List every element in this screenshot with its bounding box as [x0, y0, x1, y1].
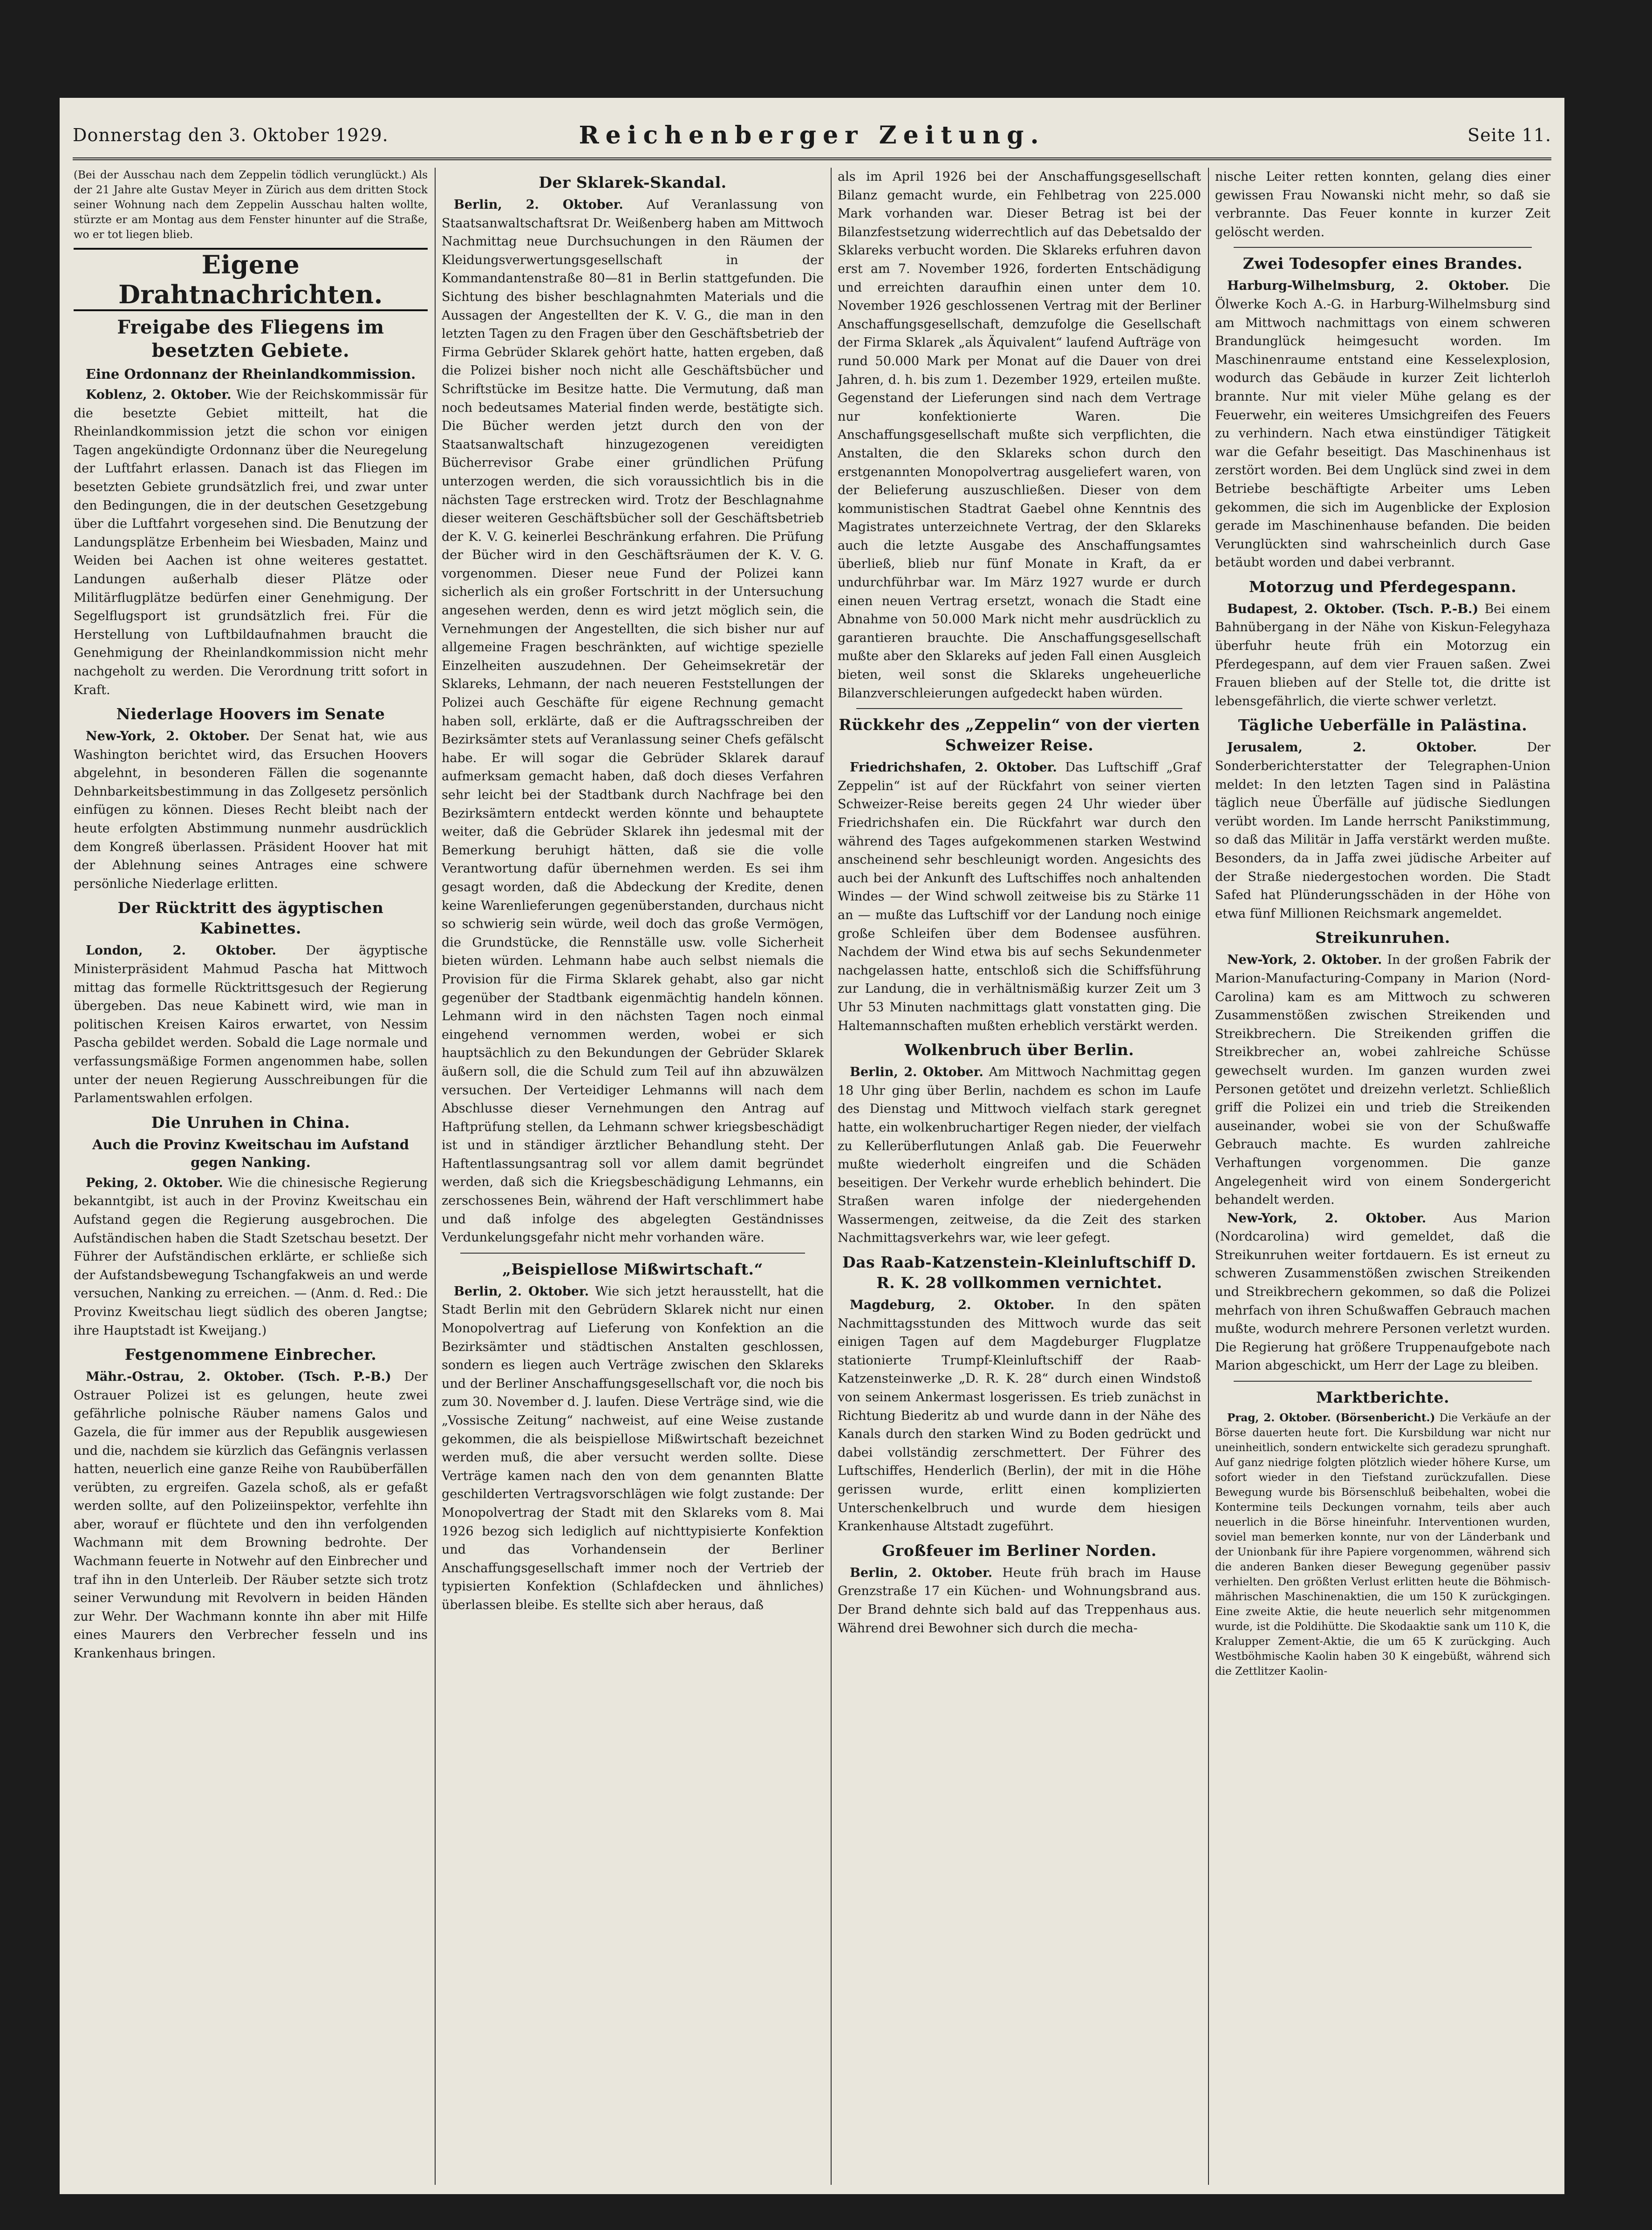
article [74, 1112, 428, 1340]
article-text: Wie die chinesische Regierung bekanntgibt, ist auch in der Provinz Kweitschau ein Aufstand gegen die Regierung ausgebrochen. Die Aufständischen haben die Stadt Szetschau besetzt. Der Führer der Aufständischen erklärte, er schließe sich der Aufstandsbewegung Tschangfakweis an und werde versuchen, Nanking zu erreichen. — (Anm. d. Red.: Die Provinz Kweitschau liegt südlich des oberen Jangtse; ihre Hauptstadt ist Kweijang.) [74, 1175, 428, 1338]
article [1215, 1387, 1550, 1679]
article-text: Die Verkäufe an der Börse dauerten heute fort. Die Kursbildung war nicht nur uneinheitlich, sondern entwickelte sich geradezu sprunghaft. Auf ganz niedrige folgten plötzlich wieder höhere Kurse, um sofort wieder in den Tiefstand zurückzufallen. Diese Bewegung wurde bis Börsenschluß beibehalten, wobei die Kontermine teils Deckungen vornahm, teils aber auch neuerlich in die Börse hineinfuhr. Interventionen wurden, soviel man bemerken konnte, nur von der Länderbank und der Unionbank für ihre Papiere vorgenommen, während sich die anderen Banken dieser Bewegung gegenüber passiv verhielten. Den größten Verlust erlitten heute die Böhmisch-mährischen Maschinenaktien, die um 150 K zurückgingen. Eine zweite Aktie, die heute neuerlich sehr mitgenommen wurde, ist die Poldihütte. Die Skodaaktie sank um 110 K, die Kralupper Zement-Aktie, die um 65 K zurückging. Auch Westböhmische Kaolin haben 30 K eingebüßt, während sich die Zettlitzer Kaolin- [1215, 1412, 1550, 1678]
article-headline: Der Sklarek-Skandal. [539, 173, 727, 191]
article-divider [856, 708, 1182, 709]
column-3 [833, 168, 1206, 2185]
article-headline: Das Raab-Katzenstein-Kleinluftschiff D. R. K. 28 vollkommen vernichtet. [842, 1253, 1197, 1292]
columns [69, 168, 1555, 2185]
article [838, 1541, 1201, 1637]
newspaper-title: Reichenberger Zeitung. [579, 121, 1045, 150]
dateline: London, 2. Oktober. [86, 943, 276, 958]
column-1 [69, 168, 432, 2185]
article-text: Der Senat hat, wie aus Washington berichtet wird, das Ersuchen Hoovers abgelehnt, in besonderen Fällen die sogenannte Dehnbarkeitsbestimmung in das Zollgesetz persönlich einfügen zu können. Dieses Recht bleibt nach der heute erfolgten Abstimmung nunmehr ausdrücklich dem Kongreß überlassen. Präsident Hoover hat mit der Ablehnung seines Antrages eine schwere persönliche Niederlage erlitten. [74, 729, 428, 891]
article [74, 898, 428, 1107]
column-rule [435, 168, 436, 2185]
dateline: Koblenz, 2. Oktober. [86, 388, 232, 402]
article [838, 1040, 1201, 1248]
dateline: Peking, 2. Oktober. [86, 1175, 223, 1190]
article-headline: Wolkenbruch über Berlin. [904, 1041, 1134, 1059]
article-text: In der großen Fabrik der Marion-Manufacturing-Company in Marion (Nord-Carolina) kam es am Mittwoch zu schweren Zusammenstößen zwischen Streikenden und Streikbrechern. Die Streikenden griffen die Streikbrecher an, wobei zahlreiche Schüsse gewechselt wurden. Im ganzen wurden zwei Personen getötet und dreizehn verletzt. Schließlich griff die Polizei ein und trieb die Streikenden auseinander, wobei sie von der Schußwaffe Gebrauch machte. Es wurden zahlreiche Verhaftungen vorgenommen. Die ganze Angelegenheit wird von einem Sondergericht behandelt werden. [1215, 953, 1550, 1207]
article-text: Wie sich jetzt herausstellt, hat die Stadt Berlin mit den Gebrüdern Sklarek nicht nur einen Monopolvertrag auf Lieferung von Konfektion an die Bezirksämter und städtischen Anstalten geschlossen, sondern es liegen auch Verträge zwischen den Sklareks und der Berliner Anschaffungsgesellschaft vor, die noch bis zum 30. November d. J. laufen. Diese Verträge sind, wie die „Vossische Zeitung“ nachweist, auf eine Weise zustande gekommen, die als beispiellose Mißwirtschaft bezeichnet werden muß, die aber versucht werden sollte. Diese Verträge kamen nach den von dem genannten Blatte geschilderten Vertragsvorschlägen wie folgt zustande: Der Monopolvertrag der Stadt mit den Sklareks vom 8. Mai 1926 bezog sich lediglich auf nichttypisierte Konfektion und das Vorhandensein der Berliner Anschaffungsgesellschaft immer noch der Vertrieb der typisierten Konfektion (Schlafdecken und ähnliches) überlassen bleibe. Es stellte sich aber heraus, daß [442, 1284, 824, 1612]
article-headline: „Beispiellose Mißwirtschaft.“ [502, 1260, 763, 1278]
article-text: (Bei der Ausschau nach dem Zeppelin tödlich verunglückt.) Als der 21 Jahre alte Gustav Meyer in Zürich aus dem dritten Stock seiner Wohnung nach dem Zeppelin Ausschau halten wollte, stürzte er am Montag aus dem Fenster hinunter auf die Straße, wo er tot liegen blieb. [74, 169, 428, 241]
article-text: Auf Veranlassung von Staatsanwaltschaftsrat Dr. Weißenberg haben am Mittwoch Nachmittag neue Durchsuchungen in den Räumen der Kleidungsverwertungsgesellschaft in der Kommandantenstraße 80—81 in Berlin stattgefunden. Die Sichtung des bisher beschlagnahmten Materials und die Aussagen der Angestellten der K. V. G., die man in den letzten Tagen zu den Fragen über den Geschäftsbetrieb der Firma Gebrüder Sklarek gehört hatte, hatten ergeben, daß die Polizei bisher noch nicht alle Geschäftsbücher und Schriftstücke im Besitze hatte. Die Vermutung, daß man noch bedeutsames Material finden werde, bestätigte sich. Die Bücher werden jetzt durch den von der Staatsanwaltschaft hinzugezogenen vereidigten Bücherrevisor Grabe einer gründlichen Prüfung unterzogen werden, die sich voraussichtlich bis in die nächsten Tage erstrecken wird. Trotz der Beschlagnahme dieser weiteren Geschäftsbücher soll der Geschäftsbetrieb der K. V. G. keinerlei Beschränkung erfahren. Die Prüfung der Bücher wird in den Geschäftsräumen der K. V. G. vorgenommen. Dieser neue Fund der Polizei kann sicherlich als ein großer Fortschritt in der Untersuchung angesehen werden, denn es wird jetzt möglich sein, die Vernehmungen der Angestellten, die sich bisher nur auf allgemeine Fragen beschränkten, auf wichtige spezielle Einzelheiten auszudehnen. Der Geheimsekretär der Sklareks, Lehmann, der nach neueren Feststellungen der Polizei auch Geschäfte für eigene Rechnung gemacht haben soll, erklärte, daß er die Auftragsschreiben der Bezirksämter stets auf Veranlassung seiner Chefs gefälscht habe. Er will sogar die Gebrüder Sklarek darauf aufmerksam gemacht haben, daß doch dieses Verfahren sehr leicht bei der Stadtbank durch Nachfrage bei den Bezirksämtern entdeckt werden könnte und behauptete weiter, daß die Gebrüder Sklarek ihn jedesmal mit der Bemerkung beruhigt hätten, daß sie die volle Verantwortung dafür übernehmen werden. Es sei ihm gesagt worden, daß die Abdeckung der Kredite, denen keine Warenlieferungen gegenüberstanden, durchaus nicht so schwierig sein würde, weil doch das große Vermögen, die Grundstücke, die Rennställe usw. volle Sicherheit bieten würden. Lehmann habe auch selbst niemals die Provision für die Firma Sklarek gehabt, also gar nicht gegenüber der Stadtbank eigenmächtig handeln können. Lehmann wird in den nächsten Tagen noch einmal eingehend vernommen werden, wobei er sich hauptsächlich zu den Bekundungen der Gebrüder Sklarek äußern soll, die die Schuld zum Teil auf ihn abzuwälzen versuchen. Der Verteidiger Lehmanns will nach dem Abschlusse dieser Vernehmungen den Antrag auf Haftprüfung stellen, da Lehmann schwer kriegsbeschädigt ist und in ständiger ärztlicher Behandlung steht. Der Haftentlassungsantrag soll vor allem damit begründet werden, daß sich die Kriegsbeschädigung Lehmanns, ein zerschossenes Bein, während der Haft verschlimmert habe und daß infolge des abgelegten Geständnisses Verdunkelungsgefahr nicht mehr vorhanden wäre. [442, 198, 824, 1245]
article [74, 1344, 428, 1663]
dateline: Budapest, 2. Oktober. (Tsch. P.-B.) [1227, 601, 1479, 616]
article-text: Der Sonderberichterstatter der Telegraphen-Union meldet: In den letzten Tagen sind in Palästina täglich neue Überfälle auf jüdische Siedlungen verübt worden. Im Lande herrscht Panikstimmung, so daß das Militär in Jaffa verstärkt werden mußte. Besonders, da in Jaffa zwei jüdische Arbeiter auf der Straße niedergestochen worden. Die Stadt Safed hat Plünderungsschäden in der Höhe von etwa fünf Millionen Reichsmark angemeldet. [1215, 740, 1550, 921]
article-headline: Marktberichte. [1316, 1388, 1450, 1407]
article-divider [1234, 247, 1532, 248]
article [838, 1252, 1201, 1536]
column-2 [437, 168, 828, 2185]
column-4 [1210, 168, 1555, 2185]
article [838, 715, 1201, 1035]
article-text: Bei einem Bahnübergang in der Nähe von Kiskun-Felegyhaza überfuhr heute früh ein Motorzug ein Pferdegespann, auf dem vier Frauen saßen. Zwei Frauen blieben auf der Stelle tot, die dritte ist lebensgefährlich, die vierte schwer verletzt. [1215, 601, 1550, 709]
article-text: als im April 1926 bei der Anschaffungsgesellschaft Bilanz gemacht wurde, ein Fehlbetrag von 225.000 Mark vorhanden war. Dieser Betrag ist bei der Bilanzfestsetzung widerrechtlich auf das Debetsaldo der Sklareks verbucht worden. Die Sklareks erfuhren davon erst am 7. November 1926, forderten Entschädigung und erreichten daraufhin einen unter dem 10. November 1926 geschlossenen Vertrag mit der Berliner Anschaffungsgesellschaft, demzufolge die Gesellschaft der Firma Sklarek „als Äquivalent“ laufend Aufträge von rund 50.000 Mark per Monat auf die Dauer von drei Jahren, d. h. bis zum 1. Dezember 1929, erteilen mußte. Gegenstand der Lieferungen sind nach dem Vertrage nur konfektionierte Waren. Die Anschaffungsgesellschaft mußte sich verpflichten, die Anstalten, die den Sklareks schon durch den erstgenannten Monopolvertrag ausgeliefert waren, von der Belieferung auszuschließen. Dieser von dem kommunistischen Stadtrat Gaebel ohne Kenntnis des Magistrates unterzeichnete Vertrag, der den Sklareks auch die letzte Ausgabe des Anschaffungsamtes überließ, blieb nur fünf Monate in Kraft, da er undurchführbar war. Im März 1927 wurde er durch einen neuen Vertrag ersetzt, wonach die Stadt eine Abnahme von 50.000 Mark nicht mehr ausdrücklich zu garantieren brauchte. Die Anschaffungsgesellschaft mußte aber den Sklareks auf jeden Fall einen Ausgleich bieten, weil sonst die Sklareks ungeheuerliche Bilanzverschleierungen aufgedeckt haben würden. [838, 170, 1201, 701]
article-text: Am Mittwoch Nachmittag gegen 18 Uhr ging über Berlin, nachdem es schon im Laufe des Dienstag und Mittwoch vielfach stark geregnet hatte, ein wolkenbruchartiger Regen nieder, der vielfach zu Kellerüberflutungen Anlaß gab. Die Feuerwehr mußte wiederholt eingreifen und die Schäden beseitigen. Der Verkehr wurde erheblich behindert. Die Straßen waren infolge der niedergehenden Wassermengen, zeitweise, da die Zeit des starken Nachmittagsverkehrs war, wie leer gefegt. [838, 1065, 1201, 1246]
article-headline: Der Rücktritt des ägyptischen Kabinettes. [117, 899, 384, 938]
article-divider [460, 1253, 805, 1254]
page-number: Seite 11. [1468, 125, 1551, 145]
article [442, 172, 824, 1247]
article [1215, 577, 1550, 711]
article-text: Heute früh brach im Hause Grenzstraße 17 ein Küchen- und Wohnungsbrand aus. Der Brand dehnte sich bald auf das Treppenhaus aus. Während drei Bewohner sich durch die mecha- [838, 1565, 1201, 1636]
article-headline: Tägliche Ueberfälle in Palästina. [1238, 716, 1528, 735]
article [74, 316, 428, 699]
article-subheadline: Eine Ordonnanz der Rheinlandkommission. [85, 366, 416, 382]
page-header [73, 121, 1551, 158]
dateline: Jerusalem, 2. Oktober. [1227, 740, 1477, 755]
dateline: Mähr.-Ostrau, 2. Oktober. (Tsch. P.-B.) [86, 1370, 391, 1384]
dateline: Berlin, 2. Oktober. [454, 1284, 589, 1299]
article-headline: Festgenommene Einbrecher. [124, 1345, 377, 1364]
dateline: Berlin, 2. Oktober. [850, 1565, 993, 1580]
article-text: Die Ölwerke Koch A.-G. in Harburg-Wilhelmsburg sind am Mittwoch nachmittags von einem schweren Brandunglück heimgesucht worden. Im Maschinenraume entstand eine Kesselexplosion, wodurch das Gebäude in kurzer Zeit lichterloh brannte. Nur mit vieler Mühe gelang es der Feuerwehr, ein weiteres Umsichgreifen des Feuers zu verhindern. Nach etwa einstündiger Tätigkeit war die Gefahr beseitigt. Das Maschinenhaus ist zerstört worden. Bei dem Unglück sind zwei in dem Betriebe beschäftigte Arbeiter ums Leben gekommen, die sich im Augenblicke der Explosion gerade im Maschinenhause befanden. Die beiden Verunglückten sind wahrscheinlich durch Gase betäubt worden und dabei verbrannt. [1215, 279, 1550, 570]
dateline: Harburg-Wilhelmsburg, 2. Oktober. [1227, 279, 1509, 293]
header-rule [73, 157, 1551, 160]
article-headline: Zwei Todesopfer eines Brandes. [1242, 254, 1523, 273]
article-headline: Freigabe des Fliegens im besetzten Gebiete. [117, 316, 384, 361]
article-text: Wie der Reichskommissär für die besetzte Gebiet mitteilt, hat die Rheinlandkommission jetzt die schon vor einigen Tagen angekündigte Ordonnanz über die Neuregelung der Luftfahrt erlassen. Danach ist das Fliegen im besetzten Gebiete grundsätzlich frei, und zwar unter den Bedingungen, die in der deutschen Gesetzgebung über die Luftfahrt vorgesehen sind. Die Benutzung der Landungsplätze Erbenheim bei Wiesbaden, Mainz und Weiden bei Aachen ist ohne weiteres gestattet. Landungen außerhalb dieser Plätze oder Militärflugplätze bedürfen einer Genehmigung. Der Segelflugsport ist grundsätzlich frei. Für die Herstellung von Luftbildaufnahmen braucht die Genehmigung der Rheinlandkommission nicht mehr nachgeholt zu werden. Die Verordnung tritt sofort in Kraft. [74, 388, 428, 697]
dateline: Prag, 2. Oktober. (Börsenbericht.) [1227, 1412, 1435, 1425]
dateline: New-York, 2. Oktober. [86, 729, 250, 744]
article-headline: Die Unruhen in China. [151, 1113, 350, 1132]
article-subheadline: Auch die Provinz Kweitschau im Aufstand gegen Nanking. [92, 1136, 409, 1170]
article-text: Der Ostrauer Polizei ist es gelungen, heute zwei gefährliche polnische Räuber namens Galos und Gazela, die für immer aus der Republik ausgewiesen und die, nachdem sie kürzlich das Gefängnis verlassen hatten, neuerlich eine ganze Reihe von Raubüberfällen verübten, zu ergreifen. Gazela schoß, als er gefaßt werden sollte, auf den Polizeiinspektor, verfehlte ihn aber, worauf er flüchtete und den ihn verfolgenden Wachmann mit dem Browning bedrohte. Der Wachmann feuerte in Notwehr auf den Einbrecher und traf ihn in den Unterleib. Der Räuber setzte sich trotz seiner Verwundung mit Revolvern in beiden Händen zur Wehr. Der Wachmann konnte ihn aber mit Hilfe eines Maurers den Verbrecher fesseln und ins Krankenhaus bringen. [74, 1370, 428, 1661]
article-headline: Großfeuer im Berliner Norden. [882, 1541, 1157, 1560]
article-headline: Motorzug und Pferdegespann. [1249, 577, 1517, 596]
article-divider [1234, 1381, 1532, 1382]
article [442, 1259, 824, 1615]
article [1215, 927, 1550, 1375]
article [74, 704, 428, 893]
article-text: nische Leiter retten konnten, gelang dies einer gewissen Frau Nowanski nicht mehr, so daß sie verbrannte. Das Feuer konnte in kurzer Zeit gelöscht werden. [1215, 170, 1550, 239]
dateline: New-York, 2. Oktober. [1227, 953, 1382, 968]
article-headline: Streikunruhen. [1315, 928, 1450, 947]
article-text: Aus Marion (Nordcarolina) wird gemeldet, daß die Streikunruhen weiter fortdauern. Es ist erneut zu schweren Zusammenstößen zwischen Streikenden und Streikbrechern gekommen, so daß die Polizei mehrfach von ihren Schußwaffen Gebrauch machen mußte, wodurch mehrere Personen verletzt wurden. Die Regierung hat größere Truppenaufgebote nach Marion abgeschickt, um Herr der Lage zu bleiben. [1215, 1211, 1550, 1373]
dateline: Berlin, 2. Oktober. [454, 198, 623, 212]
newspaper-page [60, 98, 1564, 2194]
dateline: Friedrichshafen, 2. Oktober. [850, 760, 1057, 775]
article-headline: Niederlage Hoovers im Senate [116, 705, 385, 723]
section-heading: Eigene Drahtnachrichten. [74, 248, 428, 311]
article-text: Der ägyptische Ministerpräsident Mahmud Pascha hat Mittwoch mittag das formelle Rücktrittsgesuch der Regierung übergeben. Das neue Kabinett wird, wie man in politischen Kreisen Kairos erwartet, von Nessim Pascha gebildet werden. Sobald die Lage normale und verfassungsmäßige Formen angenommen habe, sollen unter der neuen Regierung Ausschreibungen für die Parlamentswahlen erfolgen. [74, 943, 428, 1106]
article-text: Das Luftschiff „Graf Zeppelin“ ist auf der Rückfahrt von seiner vierten Schweizer-Reise bereits gegen 24 Uhr wieder über Friedrichshafen ein. Die Rückfahrt war durch den während des Tages aufgekommenen starken Westwind anscheinend sehr beschleunigt worden. Angesichts des auch bei der Ankunft des Luftschiffes noch anhaltenden Windes — der Wind schwoll zeitweise bis zu Stärke 11 an — mußte das Luftschiff vor der Landung noch einige große Schleifen über dem Bodensee ausführen. Nachdem der Wind etwa bis auf sechs Sekundenmeter nachgelassen hatte, entschloß sich die Schiffsführung zur Landung, die in verhältnismäßig kurzer Zeit um 3 Uhr 53 Minuten nachmittags glatt vonstatten ging. Die Haltemannschaften mußten erheblich verstärkt werden. [838, 760, 1201, 1033]
dateline: Berlin, 2. Oktober. [850, 1065, 983, 1080]
dateline: New-York, 2. Oktober. [1227, 1211, 1427, 1226]
dateline: Magdeburg, 2. Oktober. [850, 1298, 1055, 1313]
article [1215, 253, 1550, 572]
column-rule [1208, 168, 1209, 2185]
issue-date: Donnerstag den 3. Oktober 1929. [73, 125, 389, 145]
article-headline: Rückkehr des „Zeppelin“ von der vierten Schweizer Reise. [839, 716, 1200, 755]
article [1215, 715, 1550, 923]
article-text: In den späten Nachmittagsstunden des Mittwoch wurde das seit einigen Tagen auf dem Magdeburger Flugplatze stationierte Trumpf-Kleinluftschiff der Raab-Katzensteinwerke „D. R. K. 28“ durch einen Windstoß von seinem Ankermast losgerissen. Es trieb zunächst in Richtung Biederitz ab und wurde dann in der Nähe des Kanals durch den starken Wind zu Boden gedrückt und dabei vollständig zerschmettert. Der Führer des Luftschiffes, Henderlich (Berlin), der mit in die Höhe gerissen wurde, erlitt einen komplizierten Unterschenkelbruch und wurde dem hiesigen Krankenhause Altstadt zugeführt. [838, 1298, 1201, 1534]
column-rule [831, 168, 832, 2185]
